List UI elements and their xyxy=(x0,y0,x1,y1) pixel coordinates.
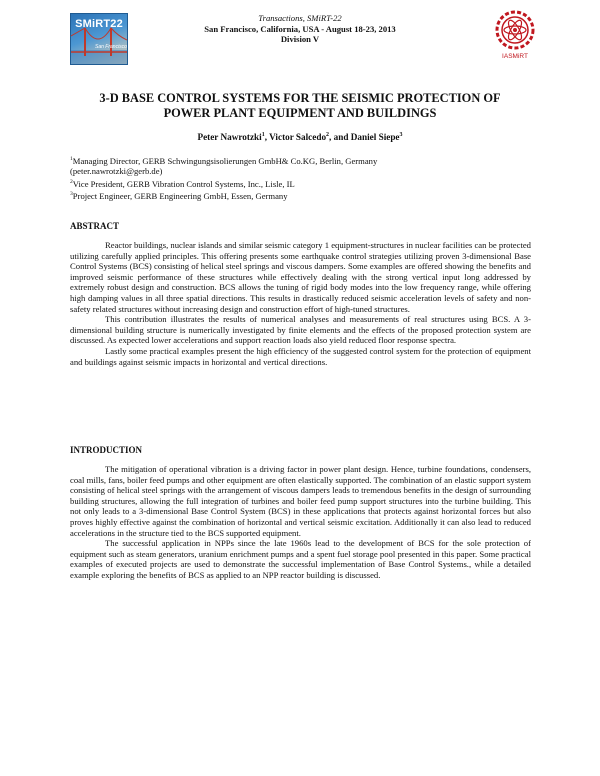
iasmirt-logo xyxy=(495,10,535,62)
affiliation-line xyxy=(70,177,540,189)
author-name: Victor Salcedo xyxy=(269,132,327,143)
conference-header xyxy=(150,13,450,45)
iasmirt-caption: IASMiRT xyxy=(502,53,528,60)
abstract-paragraph: Reactor buildings, nuclear islands and similar seismic category 1 equipment-structures in nuclear facilities can be protected utilizing carefully applied principles. This offering presents some earthquake control strategies utilizing proven 3-dimensional Base Control Systems (BCS) consisting of helical steel springs and viscous dampers. Some examples are offered showing the benefits and improved seismic performance of these structures while effectively dealing with the strong vertical input long addressed by extremely robust design and construction. BCS allows the tuning of rigid body modes into the low frequency range, while offering high damping values in all three spatial directions. This results in drastically reduced seismic acceleration levels of safety and non-safety related structures without increasing design and construction effort of high-tuned structures. xyxy=(70,240,531,314)
author-sup: 1 xyxy=(261,132,265,138)
affiliation-text: Project Engineer, GERB Engineering GmbH, Essen, Germany xyxy=(72,191,288,202)
affiliations xyxy=(70,154,540,202)
abstract-body xyxy=(70,240,531,367)
introduction-heading: INTRODUCTION xyxy=(70,445,143,455)
affiliation-text: Managing Director, GERB Schwingungsisolierungen GmbH& Co.KG, Berlin, Germany xyxy=(72,155,378,166)
smirt-logo-text: SMiRT22 xyxy=(75,18,123,30)
introduction-paragraph: The successful application in NPPs since the late 1960s lead to the development of BCS for the sole protection of equipment such as steam generators, uranium enrichment pumps and a spent fuel storage pool presented in this paper. Some practical examples of executed projects are used to demonstrate the successful implementation of Base Control Systems., while a detailed example exploring the benefits of BCS as applied to an NPP reactor building is discussed. xyxy=(70,538,531,580)
introduction-paragraph: The mitigation of operational vibration is a driving factor in power plant design. Hence, turbine foundations, condensers, coal mills, fans, boiler feed pumps and other equipment are often elastically supported. The combination of an elastic support system consisting of helical steel springs with the arrangement of viscous dampers leads to tremendous benefits in the design of surrounding building structures, allowing the full integration of turbines and boiler feed pump support structures into the turbine building. This not only leads to a 3-dimensional Base Control System (BCS) in these applications that protects against horizontal forces but also proves highly effective against the combination of horizontal and vertical seismic excitation. Additionally it can also lead to reduced accelerations in the structure tied to the BCS supported equipment. xyxy=(70,464,531,538)
header-location-date: San Francisco, California, USA - August 18-23, 2013 xyxy=(204,23,396,34)
introduction-body xyxy=(70,464,531,581)
affiliation-line xyxy=(70,189,540,201)
author-name: Daniel Siepe xyxy=(350,132,400,143)
title-line-2: POWER PLANT EQUIPMENT AND BUILDINGS xyxy=(163,105,437,120)
author-separator: , and xyxy=(329,132,351,143)
smirt-logo-subtext: San Francisco xyxy=(95,44,127,50)
abstract-paragraph: Lastly some practical examples present the high efficiency of the suggested control system for the protection of equipment and buildings against seismic impacts in horizontal and vertical directions. xyxy=(70,345,531,367)
affiliation-line xyxy=(70,166,540,177)
author-sup: 3 xyxy=(399,132,403,138)
affiliation-sup: 3 xyxy=(70,191,73,198)
paper-title xyxy=(60,91,540,120)
smirt-logo xyxy=(70,13,128,65)
author-list xyxy=(60,132,540,142)
header-transactions: Transactions, SMiRT-22 xyxy=(258,13,342,23)
author-separator: , xyxy=(264,132,270,143)
affiliation-text: Vice President, GERB Vibration Control Systems, Inc., Lisle, IL xyxy=(72,178,295,189)
title-line-1: 3-D BASE CONTROL SYSTEMS FOR THE SEISMIC PROTECTION OF xyxy=(99,91,501,105)
header-division: Division V xyxy=(280,34,320,45)
affiliation-sup: 1 xyxy=(70,156,73,162)
affiliation-sup: 2 xyxy=(70,178,73,185)
abstract-heading: ABSTRACT xyxy=(70,221,120,231)
author-name: Peter Nawrotzki xyxy=(197,132,262,143)
abstract-paragraph: This contribution illustrates the results of numerical analyses and measurements of real structures using BCS. A 3-dimensional building structure is numerically investigated by finite elements and the effects of the proposed protection system are discussed. As expected lower accelerations and support reaction loads also yield reduced floor response spectra. xyxy=(70,314,531,346)
affiliation-email: (peter.nawrotzki@gerb.de) xyxy=(70,166,163,177)
atom-gear-icon xyxy=(495,10,535,52)
author-sup: 2 xyxy=(326,132,330,138)
affiliation-line xyxy=(70,154,540,166)
